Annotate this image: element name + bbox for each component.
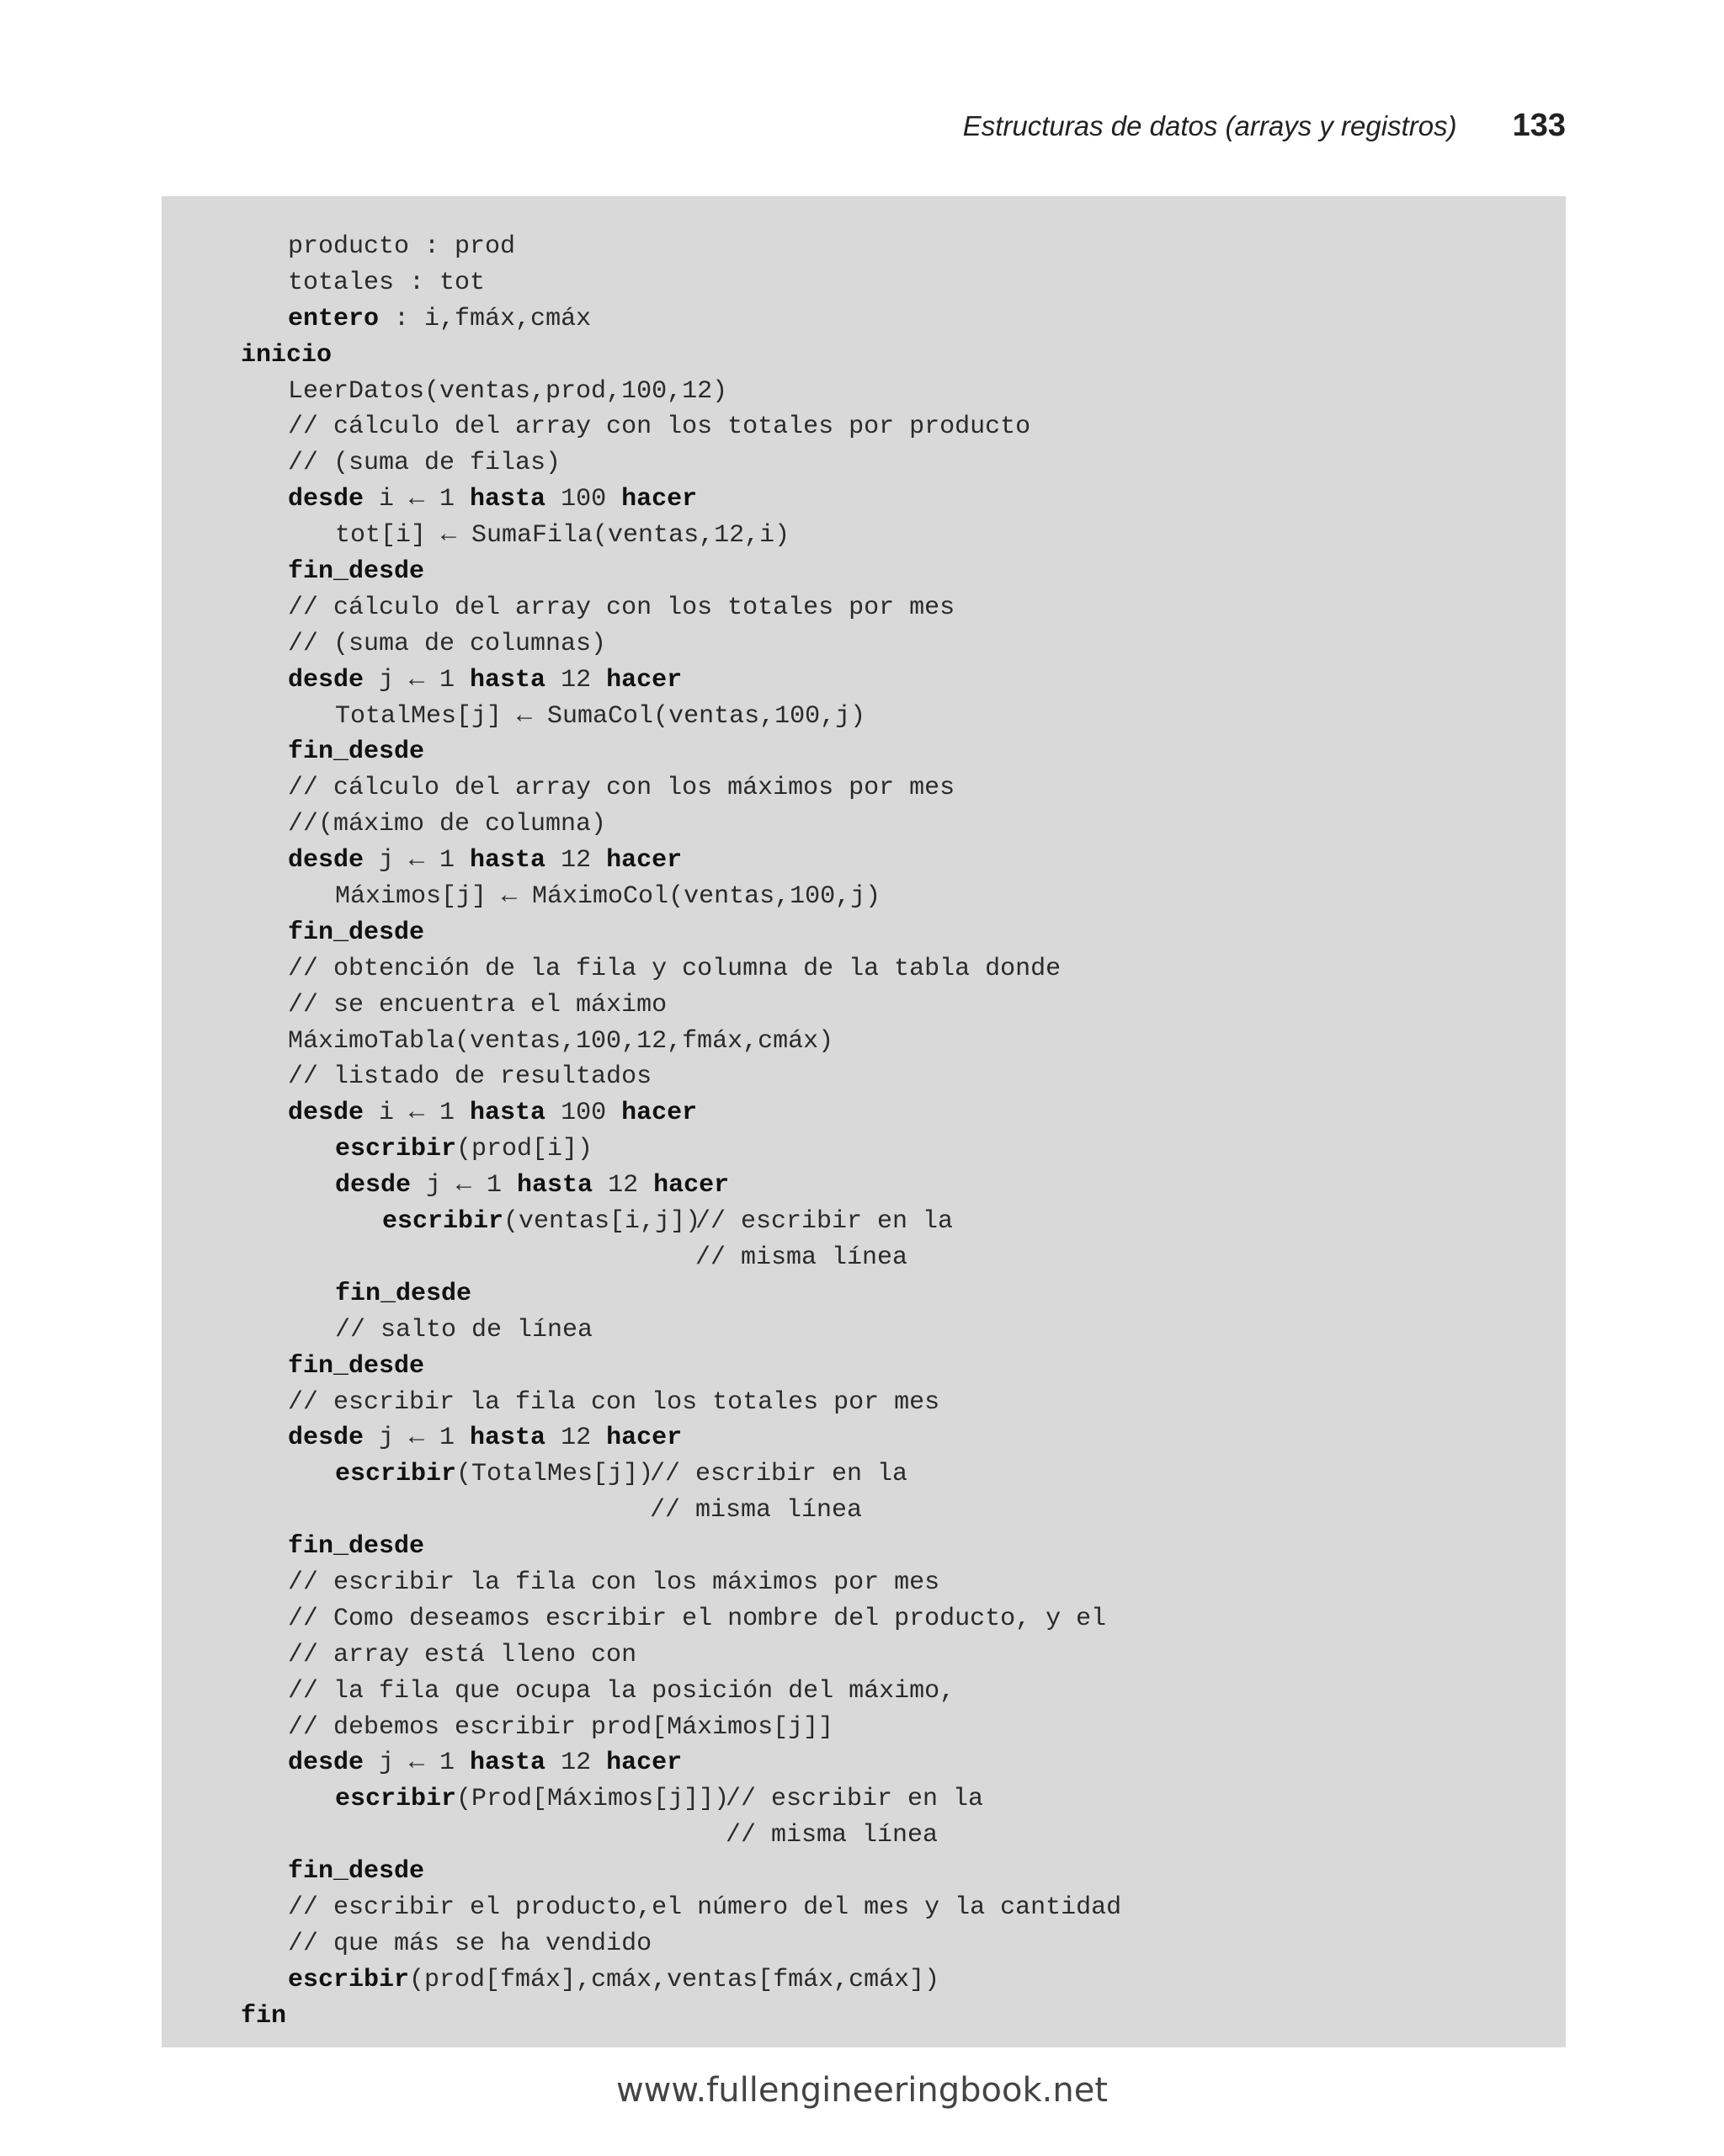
inline-comment: // escribir en la: [650, 1460, 908, 1489]
code-text: MáximoTabla(ventas,100,12,fmáx,cmáx): [288, 1026, 834, 1056]
keyword: hacer: [606, 1424, 683, 1453]
code-text: (TotalMes[j]): [456, 1460, 654, 1489]
inline-comment: // misma línea: [726, 1821, 939, 1850]
code-text: totales : tot: [288, 268, 486, 297]
code-line: [241, 1385, 1121, 1421]
code-line: [241, 770, 1121, 807]
code-text: // escribir la fila con los máximos por mes: [288, 1568, 940, 1597]
keyword: fin_desde: [288, 1857, 425, 1887]
code-line: [241, 1674, 1121, 1710]
code-text: TotalMes[j] ← SumaCol(ventas,100,j): [335, 701, 866, 731]
code-line: [241, 915, 1121, 951]
keyword: hacer: [606, 1749, 683, 1778]
code-line: [241, 1854, 1121, 1890]
code-line: [241, 1818, 1121, 1854]
code-text: j ← 1: [364, 1424, 471, 1453]
page-number: 133: [1512, 108, 1566, 143]
code-line: [241, 988, 1121, 1024]
code-line: [241, 1059, 1121, 1095]
code-line: [241, 1312, 1121, 1349]
code-line: [241, 1529, 1121, 1565]
keyword: fin_desde: [288, 557, 425, 587]
code-text: j ← 1: [364, 846, 471, 876]
code-line: [241, 843, 1121, 879]
code-line: [241, 1095, 1121, 1131]
code-line: [241, 265, 1121, 301]
code-line: [241, 301, 1121, 338]
code-line: [241, 1745, 1121, 1781]
code-text: i ← 1: [364, 1099, 471, 1128]
keyword: escribir: [382, 1207, 504, 1237]
code-text: // debemos escribir prod[Máximos[j]]: [288, 1712, 834, 1742]
keyword: escribir: [288, 1965, 410, 1994]
keyword: hasta: [470, 1424, 546, 1453]
running-header: [963, 108, 1566, 150]
keyword: hasta: [470, 1099, 546, 1128]
code-line: [241, 1710, 1121, 1746]
keyword: hasta: [470, 665, 546, 695]
code-line: [241, 1420, 1121, 1456]
keyword: hasta: [470, 1749, 546, 1778]
code-text: // que más se ha vendido: [288, 1929, 652, 1958]
code-text: (Prod[Máximos[j]]): [456, 1785, 730, 1814]
code-text: // escribir la fila con los totales por mes: [288, 1387, 940, 1417]
code-text: // array está lleno con: [288, 1640, 637, 1669]
code-text: (prod[i]): [456, 1135, 593, 1164]
code-line: [241, 1601, 1121, 1637]
code-text: producto : prod: [288, 232, 516, 261]
code-text: j ← 1: [411, 1171, 518, 1200]
inline-comment: // escribir en la: [726, 1785, 984, 1814]
code-line: [241, 1962, 1121, 1999]
code-text: // (suma de columnas): [288, 629, 607, 658]
code-line: [241, 1493, 1121, 1529]
code-line: [241, 482, 1121, 518]
code-line: [241, 1565, 1121, 1601]
code-line: [241, 1781, 1121, 1818]
keyword: hacer: [606, 665, 683, 695]
code-text: // escribir el producto,el número del mes y la cantidad: [288, 1892, 1122, 1922]
code-text: j ← 1: [364, 665, 471, 695]
inline-comment: // misma línea: [650, 1496, 863, 1525]
code-text: 12: [545, 1424, 607, 1453]
code-text: i ← 1: [364, 485, 471, 514]
code-line: [241, 1999, 1121, 2035]
code-text: // Como deseamos escribir el nombre del producto, y el: [288, 1604, 1107, 1633]
code-line: [241, 951, 1121, 988]
keyword: fin_desde: [288, 1351, 425, 1381]
inline-comment: // misma línea: [695, 1243, 908, 1272]
code-text: LeerDatos(ventas,prod,100,12): [288, 376, 728, 406]
keyword: escribir: [335, 1135, 457, 1164]
code-line: [241, 518, 1121, 554]
keyword: hacer: [653, 1171, 730, 1200]
code-text: (prod[fmáx],cmáx,ventas[fmáx,cmáx]): [409, 1965, 940, 1994]
code-text: 100: [545, 485, 622, 514]
keyword: desde: [288, 1424, 364, 1453]
keyword: desde: [335, 1171, 412, 1200]
keyword: hasta: [517, 1171, 593, 1200]
code-text: Máximos[j] ← MáximoCol(ventas,100,j): [335, 882, 881, 912]
code-line: [241, 554, 1121, 590]
keyword: hasta: [470, 846, 546, 876]
code-line: [241, 734, 1121, 770]
code-text: tot[i] ← SumaFila(ventas,12,i): [335, 521, 790, 551]
code-text: 100: [545, 1099, 622, 1128]
code-line: [241, 1240, 1121, 1276]
keyword: desde: [288, 846, 364, 876]
code-line: [241, 879, 1121, 915]
code-text: 12: [545, 846, 607, 876]
code-line: [241, 1024, 1121, 1060]
code-line: [241, 1637, 1121, 1674]
code-line: [241, 1926, 1121, 1962]
code-line: [241, 374, 1121, 410]
code-text: // cálculo del array con los máximos por mes: [288, 774, 955, 803]
code-line: [241, 590, 1121, 626]
code-line: [241, 1168, 1121, 1204]
code-line: [241, 626, 1121, 663]
code-line: [241, 663, 1121, 699]
keyword: desde: [288, 485, 364, 514]
keyword: inicio: [241, 340, 333, 370]
code-text: // la fila que ocupa la posición del máximo,: [288, 1676, 955, 1706]
code-text: //(máximo de columna): [288, 810, 607, 839]
keyword: hasta: [470, 485, 546, 514]
code-line: [241, 445, 1121, 482]
code-text: // cálculo del array con los totales por producto: [288, 413, 1031, 442]
code-line: [241, 1349, 1121, 1385]
keyword: fin_desde: [288, 918, 425, 947]
keyword: hacer: [606, 846, 683, 876]
code-line: [241, 1890, 1121, 1926]
footer-url: www.fullengineeringbook.net: [615, 2071, 1109, 2110]
code-line: [241, 338, 1121, 374]
pseudocode-listing: [241, 229, 1121, 2035]
code-line: [241, 699, 1121, 735]
code-text: // salto de línea: [335, 1315, 593, 1344]
keyword: desde: [288, 1099, 364, 1128]
code-line: [241, 1276, 1121, 1312]
code-line: [241, 1204, 1121, 1240]
code-line: [241, 807, 1121, 843]
keyword: entero: [288, 304, 380, 333]
keyword: fin_desde: [335, 1279, 472, 1308]
code-text: // listado de resultados: [288, 1062, 652, 1092]
keyword: desde: [288, 1749, 364, 1778]
code-line: [241, 1456, 1121, 1493]
code-text: // (suma de filas): [288, 449, 561, 478]
keyword: hacer: [621, 1099, 698, 1128]
section-title: Estructuras de datos (arrays y registros): [962, 110, 1457, 141]
keyword: fin_desde: [288, 737, 425, 767]
keyword: fin: [241, 2001, 287, 2031]
code-text: // se encuentra el máximo: [288, 990, 668, 1019]
code-line: [241, 1131, 1121, 1168]
code-text: // cálculo del array con los totales por mes: [288, 593, 955, 622]
code-text: : i,fmáx,cmáx: [379, 304, 592, 333]
code-text: // obtención de la fila y columna de la tabla donde: [288, 954, 1062, 983]
code-line: [241, 409, 1121, 445]
code-text: 12: [545, 665, 607, 695]
keyword: hacer: [621, 485, 698, 514]
code-text: 12: [593, 1171, 654, 1200]
keyword: escribir: [335, 1460, 457, 1489]
inline-comment: // escribir en la: [695, 1207, 954, 1237]
code-line: [241, 229, 1121, 265]
keyword: escribir: [335, 1785, 457, 1814]
keyword: fin_desde: [288, 1532, 425, 1562]
code-text: 12: [545, 1749, 607, 1778]
keyword: desde: [288, 665, 364, 695]
code-text: j ← 1: [364, 1749, 471, 1778]
code-text: (ventas[i,j]): [503, 1207, 701, 1237]
